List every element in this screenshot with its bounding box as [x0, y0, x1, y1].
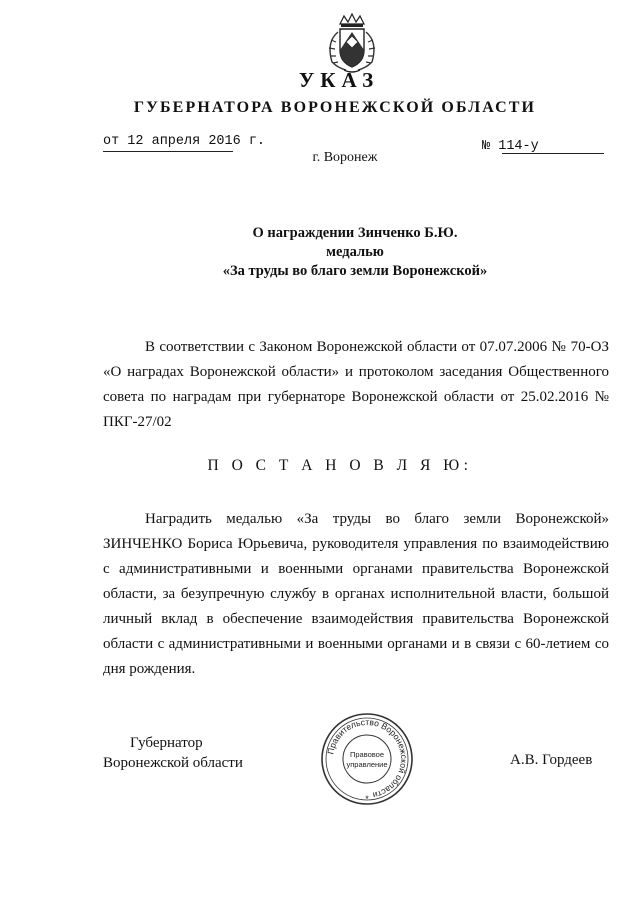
- seal-center-line-1: Правовое: [349, 750, 385, 759]
- seal-stamp-icon: [319, 711, 415, 807]
- decree-subtitle: ГУБЕРНАТОРА ВОРОНЕЖСКОЙ ОБЛАСТИ: [133, 99, 537, 116]
- decree-resolution-word: П О С Т А Н О В Л Я Ю:: [207, 457, 473, 474]
- seal-bottom-mark: *: [365, 794, 369, 804]
- signatory-name: А.В. Гордеев: [510, 752, 593, 768]
- number-symbol: №: [482, 139, 491, 154]
- number-value: 114-у: [498, 139, 539, 154]
- decree-title: УКАЗ: [298, 68, 380, 92]
- signatory-role-line-2: Воронежской области: [103, 755, 243, 771]
- preamble-paragraph: В соответствии с Законом Воронежской области от 07.07.2006 № 70-ОЗ «О наградах Воронежской области» и протоколом заседания Общественного совета по наградам при губернаторе Воронежской области от 25.02.2016 № ПКГ-27/02: [103, 339, 609, 430]
- coat-of-arms-icon: [318, 12, 386, 76]
- seal-ring-text: Правительство Воронежской области: [325, 716, 410, 801]
- subject-line-1: О награждении Зинченко Б.Ю.: [252, 225, 458, 241]
- decree-date: от 12 апреля 2016 г.: [103, 134, 266, 149]
- subject-line-3: «За труды во благо земли Воронежской»: [222, 263, 488, 279]
- decree-city: г. Воронеж: [312, 150, 378, 165]
- order-paragraph: Наградить медалью «За труды во благо земли Воронежской» ЗИНЧЕНКО Бориса Юрьевича, руководителя управления по взаимодействию с административными и военными органами правительства Воронежской области, за безупречную службу в органах исполнительной власти, большой личный вклад в обеспечение взаимодействия правительства Воронежской области с административными и военными органами и в связи с 60-летием со дня рождения.: [103, 511, 609, 677]
- seal-center-line-2: управление: [346, 760, 388, 769]
- decree-subject: [0, 224, 640, 281]
- signatory-role-line-1: Губернатор: [130, 735, 203, 751]
- subject-line-2: медалью: [326, 244, 384, 260]
- signatory-role: [103, 733, 243, 773]
